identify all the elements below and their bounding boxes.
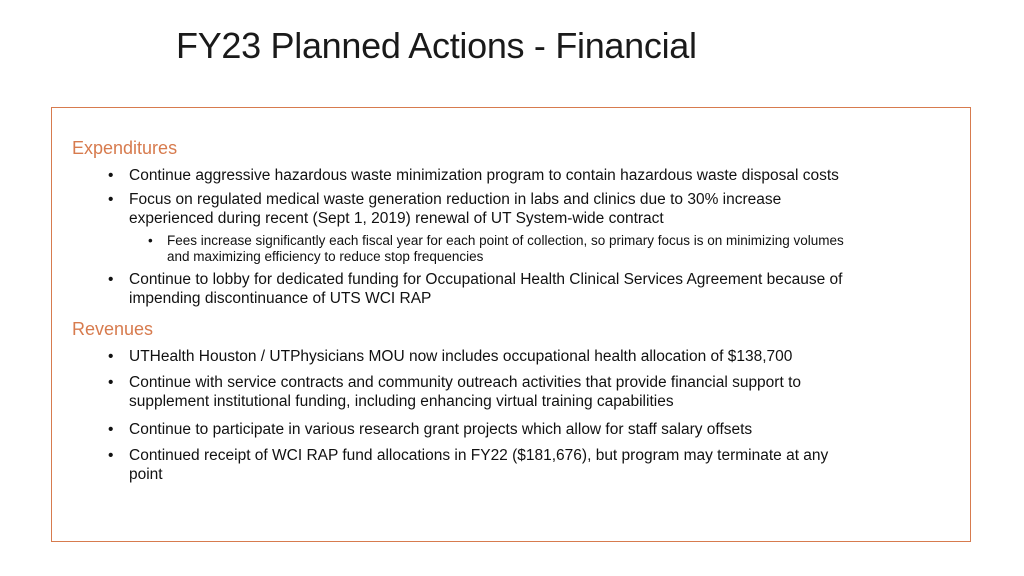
expenditure-bullet-1: [108, 166, 949, 185]
expenditures-heading: Expenditures: [72, 138, 178, 158]
bullet-icon: •: [108, 374, 114, 391]
bullet-text: Continue to participate in various research grant projects which allow for staff salary offsets: [129, 421, 753, 438]
bullet-text: Continued receipt of WCI RAP fund allocations in FY22 ($181,676), but program may terminate at any: [129, 447, 829, 464]
bullet-icon: •: [108, 447, 114, 464]
content-box: [51, 107, 971, 542]
bullet-icon: •: [108, 191, 114, 208]
slide-title: FY23 Planned Actions - Financial: [176, 25, 697, 66]
bullet-text: Continue with service contracts and community outreach activities that provide financial support to: [129, 374, 802, 391]
bullet-text: Continue aggressive hazardous waste minimization program to contain hazardous waste disposal costs: [129, 167, 839, 184]
revenue-bullet-1: [108, 347, 949, 366]
bullet-icon: •: [108, 421, 114, 438]
bullet-text: impending discontinuance of UTS WCI RAP: [129, 290, 432, 307]
revenue-bullet-2: [108, 373, 949, 411]
bullet-text: point: [129, 466, 163, 483]
revenues-heading: Revenues: [72, 319, 154, 339]
expenditure-bullet-2: [108, 190, 949, 228]
bullet-icon: •: [108, 167, 114, 184]
bullet-text: Fees increase significantly each fiscal year for each point of collection, so primary focus is on minimizing volumes: [167, 233, 844, 248]
expenditure-bullet-3: [108, 270, 949, 308]
bullet-text: UTHealth Houston / UTPhysicians MOU now includes occupational health allocation of $138,700: [129, 348, 793, 365]
bullet-icon: •: [108, 348, 114, 365]
revenue-bullet-4: [108, 446, 949, 484]
expenditure-sub-bullet-1: [148, 233, 957, 264]
bullet-text: Continue to lobby for dedicated funding for Occupational Health Clinical Services Agreement because of: [129, 271, 843, 288]
revenue-bullet-3: [108, 420, 949, 439]
bullet-icon: •: [108, 271, 114, 288]
bullet-text: experienced during recent (Sept 1, 2019) renewal of UT System-wide contract: [129, 210, 664, 227]
bullet-icon: •: [148, 233, 153, 248]
bullet-text: and maximizing efficiency to reduce stop frequencies: [167, 248, 484, 264]
bullet-text: supplement institutional funding, including enhancing virtual training capabilities: [129, 393, 674, 410]
bullet-text: Focus on regulated medical waste generation reduction in labs and clinics due to 30% increase: [129, 191, 782, 208]
